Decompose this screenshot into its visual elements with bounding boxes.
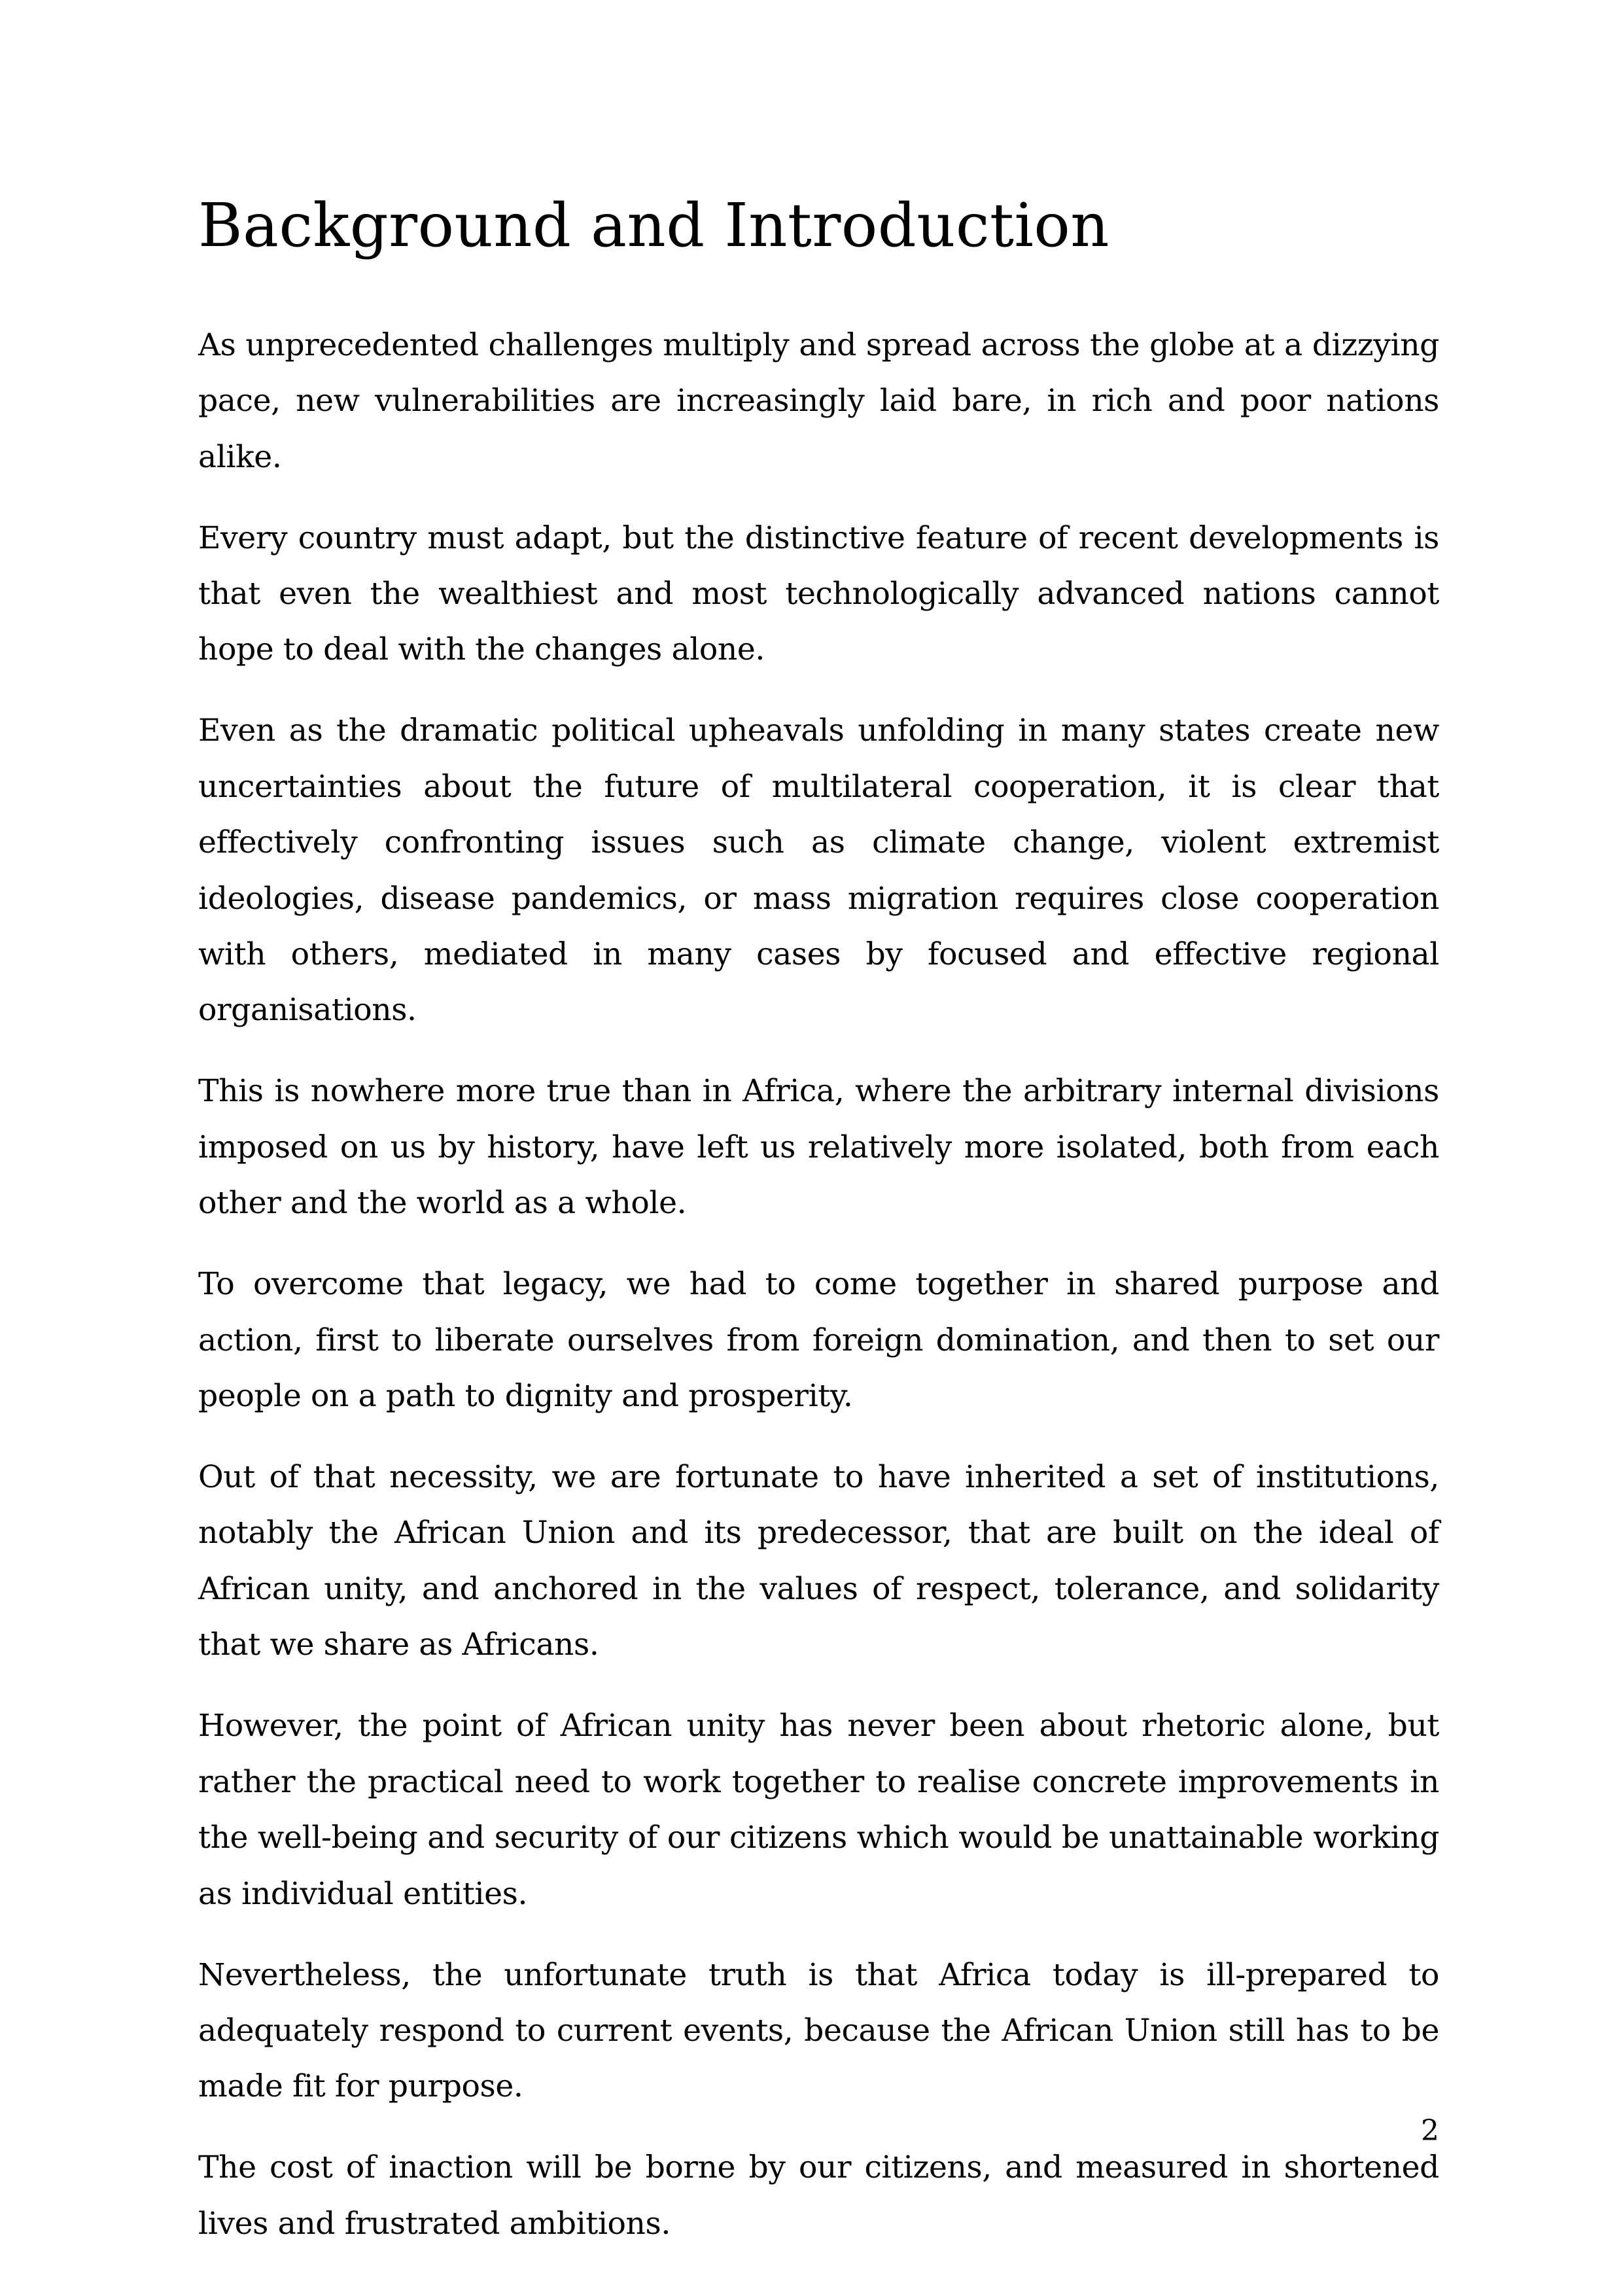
page-content [198,191,1439,2277]
paragraph: This is nowhere more true than in Africa, where the arbitrary internal divisions imposed on us by history, have left us relatively more isolated, both from each other and the world as a whole. [198,1073,1439,1222]
paragraph: As unprecedented challenges multiply and spread across the globe at a dizzying pace, new vulnerabilities are increasingly laid bare, in rich and poor nations alike. [198,327,1439,475]
paragraph: However, the point of African unity has never been about rhetoric alone, but rather the practical need to work together to realise concrete improvements in the well-being and security of our citizens which would be unattainable working as individual entities. [198,1708,1439,1912]
page-number: 2 [1421,2114,1439,2147]
paragraph: Even as the dramatic political upheavals unfolding in many states create new uncertainties about the future of multilateral cooperation, it is clear that effectively confronting issues such as climate change, violent extremist ideologies, disease pandemics, or mass migration requires close cooperation with others, mediated in many cases by focused and effective regional organisations. [198,713,1439,1029]
paragraph: Nevertheless, the unfortunate truth is that Africa today is ill-prepared to adequately respond to current events, because the African Union still has to be made fit for purpose. [198,1956,1439,2105]
paragraph: The cost of inaction will be borne by our citizens, and measured in shortened lives and frustrated ambitions. [198,2149,1439,2242]
paragraph: To overcome that legacy, we had to come together in shared purpose and action, first to liberate ourselves from foreign domination, and then to set our people on a path to dignity and prosperity. [198,1266,1439,1415]
section-heading: Background and Introduction [198,190,1110,260]
paragraph: Out of that necessity, we are fortunate to have inherited a set of institutions, notably the African Union and its predecessor, that are built on the ideal of African unity, and anchored in the values of respect, tolerance, and solidarity that we share as Africans. [198,1459,1439,1663]
paragraph: Every country must adapt, but the distinctive feature of recent developments is that even the wealthiest and most technologically advanced nations cannot hope to deal with the changes alone. [198,520,1439,668]
